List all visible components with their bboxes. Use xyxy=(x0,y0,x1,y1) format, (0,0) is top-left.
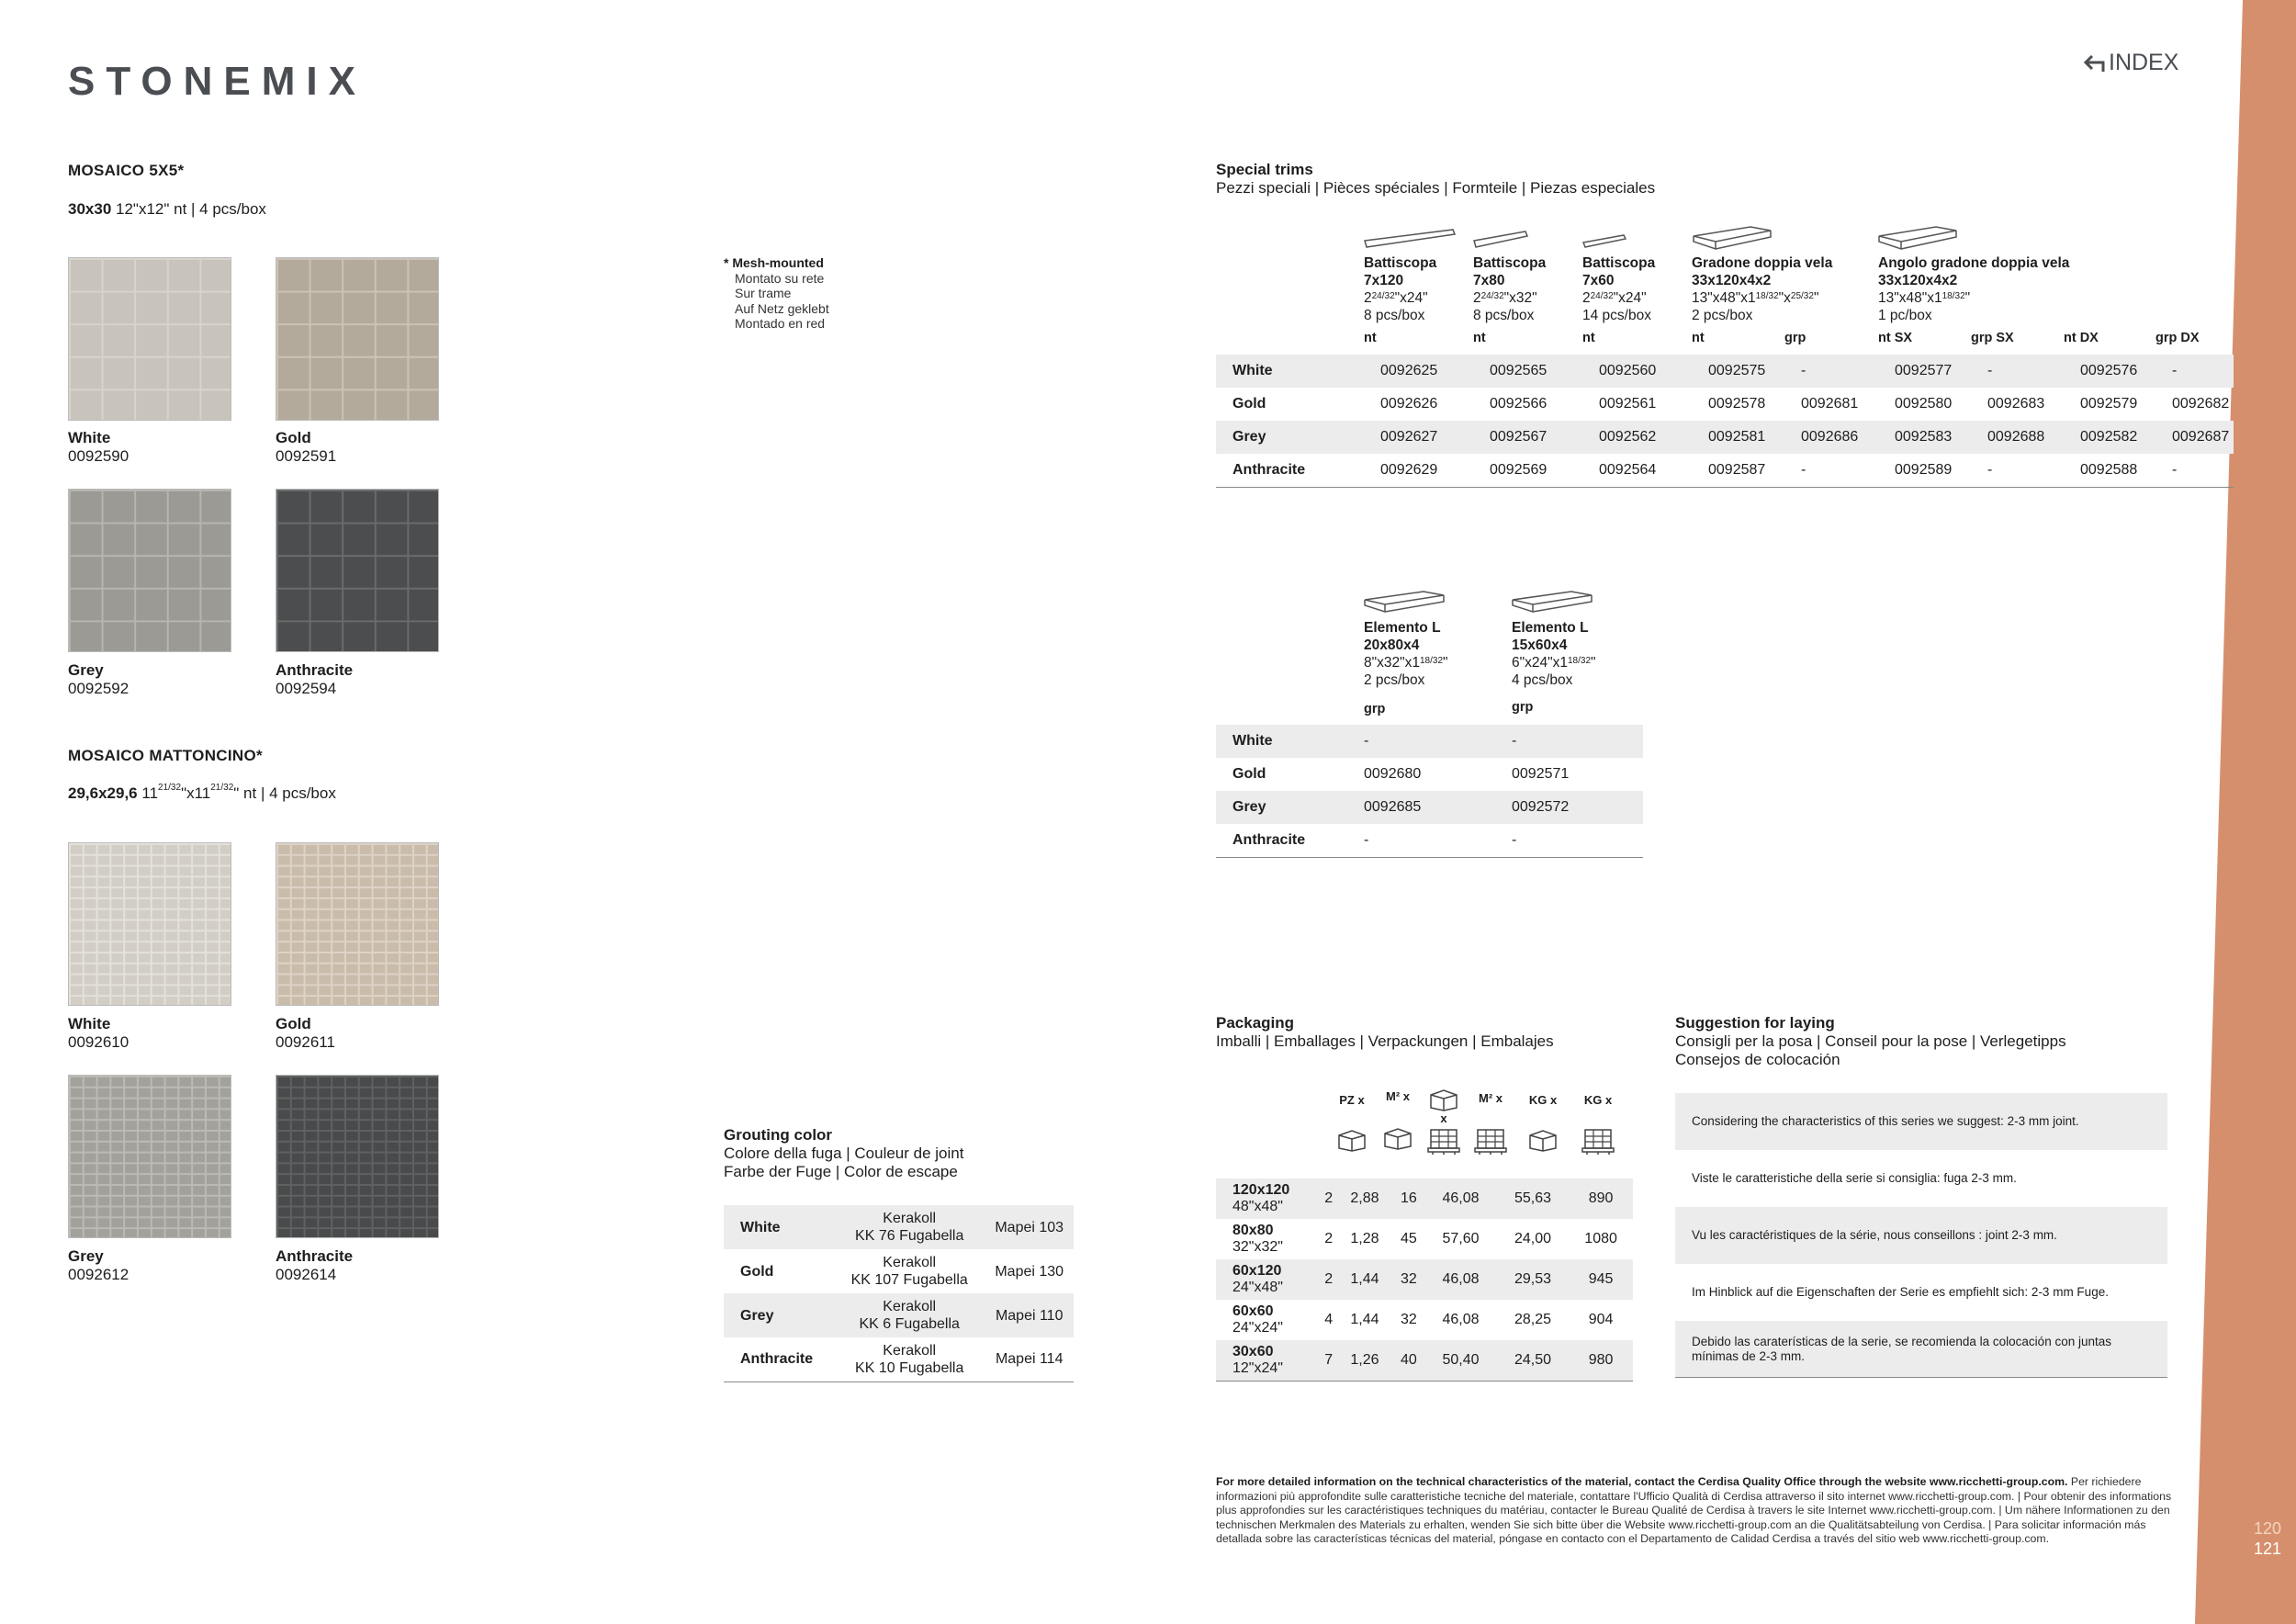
mattoncino-spec: 29,6x29,6 $11^{21/32}"x11^{21/32}$" nt | 4 pcs/box xyxy=(68,783,336,802)
trims-col-header: nt SX xyxy=(1878,331,1913,345)
tile-mattoncino-gold-label: Gold 0092611 xyxy=(276,1015,335,1051)
suggestion-item: Debido las caraterísticas de la serie, se recomienda la colocación con juntas mínimas de 2-3 mm. xyxy=(1675,1321,2167,1378)
tile-mosaico-gold-label: Gold 0092591 xyxy=(276,429,337,465)
product-battiscopa-60: Battiscopa 7x60 $2^{24/32}"x24$" 14 pcs/box xyxy=(1582,255,1656,323)
battiscopa-60-drawing xyxy=(1581,231,1629,252)
tile-mosaico-white-label: White 0092590 xyxy=(68,429,129,465)
table-row: Grey 0092685 0092572 xyxy=(1216,791,1643,824)
mosaico5x5-title: MOSAICO 5X5* xyxy=(68,162,185,179)
suggestion-title: Suggestion for laying Consigli per la posa | Conseil pour la pose | Verlegetipps Consejos de colocación xyxy=(1675,1014,2066,1068)
trims-col-header: nt xyxy=(1692,331,1705,345)
mesh-note-head: * Mesh-mounted xyxy=(724,255,824,270)
table-row: Grey Kerakoll KK 6 Fugabella Mapei 110 xyxy=(724,1293,1074,1337)
pallet-icon xyxy=(1425,1126,1462,1156)
pack-header-pz: PZ x xyxy=(1339,1093,1365,1107)
tile-mattoncino-grey xyxy=(68,1075,231,1238)
table-row: 120x120 48"x48" 2 2,88 16 46,08 55,63 890 xyxy=(1216,1179,1633,1219)
table-row: Anthracite Kerakoll KK 10 Fugabella Mapei 114 xyxy=(724,1337,1074,1382)
suggestion-item: Considering the characteristics of this series we suggest: 2-3 mm joint. xyxy=(1675,1093,2167,1150)
elemento-l-20-drawing xyxy=(1363,589,1447,616)
trims-col-header: nt xyxy=(1473,331,1486,345)
gradone-drawing xyxy=(1692,223,1774,254)
table-row: 80x80 32"x32" 2 1,28 45 57,60 24,00 1080 xyxy=(1232,1223,1617,1255)
battiscopa-120-drawing xyxy=(1363,225,1458,253)
box-icon xyxy=(1381,1126,1414,1150)
tile-mosaico-grey-label: Grey 0092592 xyxy=(68,661,129,697)
box-icon xyxy=(1335,1128,1368,1152)
tile-mattoncino-grey-label: Grey 0092612 xyxy=(68,1247,129,1283)
elemento-col-header: grp xyxy=(1364,702,1386,716)
trims-col-header: nt DX xyxy=(2064,331,2099,345)
elemento-table xyxy=(1216,725,1643,858)
table-row: 60x60 24"x24" 4 1,44 32 46,08 28,25 904 xyxy=(1232,1303,1614,1336)
product-battiscopa-80: Battiscopa 7x80 $2^{24/32}"x32$" 8 pcs/box xyxy=(1473,255,1547,323)
tile-mosaico-grey xyxy=(68,489,231,652)
page-number-right: 121 xyxy=(2253,1539,2281,1558)
mattoncino-title: MOSAICO MATTONCINO* xyxy=(68,747,263,764)
trims-col-header: grp xyxy=(1784,331,1806,345)
product-elemento-l-20: Elemento L 20x80x4 $8"x32"x1^{18/32}$" 2 pcs/box xyxy=(1364,620,1448,688)
packaging-title: Packaging Imballi | Emballages | Verpackungen | Embalajes xyxy=(1216,1014,1554,1050)
product-angolo-gradone: Angolo gradone doppia vela 33x120x4x2 $13"x48"x1^{18/32}$" 1 pc/box xyxy=(1878,255,2070,323)
trims-col-header: grp DX xyxy=(2155,331,2200,345)
return-arrow-icon xyxy=(2083,53,2107,73)
angolo-gradone-drawing xyxy=(1877,223,1960,254)
tile-mattoncino-anthracite xyxy=(276,1075,439,1238)
trims-col-header: nt xyxy=(1364,331,1377,345)
product-gradone: Gradone doppia vela 33x120x4x2 $13"x48"x1^{18/32}"x^{25/32}$" 2 pcs/box xyxy=(1692,255,1833,323)
table-row: Anthracite 0092629 0092569 0092564 0092587 - 0092589 - 0092588 - xyxy=(1216,454,2234,487)
table-row: 30x60 12"x24" 7 1,26 40 50,40 24,50 980 xyxy=(1216,1340,1633,1381)
tile-mattoncino-anthracite-label: Anthracite 0092614 xyxy=(276,1247,354,1283)
mosaico5x5-spec: 30x30 12"x12" nt | 4 pcs/box xyxy=(68,200,266,218)
trims-col-header: grp SX xyxy=(1971,331,2014,345)
pallet-icon xyxy=(1472,1126,1509,1156)
mesh-note-line: Montado en red xyxy=(735,316,826,331)
mesh-note-line: Sur trame xyxy=(735,286,792,300)
grouting-table xyxy=(724,1205,1074,1382)
tile-mattoncino-gold xyxy=(276,842,439,1006)
special-trims-title: Special trims Pezzi speciali | Pièces spéciales | Formteile | Piezas especiales xyxy=(1216,161,1656,197)
orange-side-stripe xyxy=(2195,0,2296,1624)
suggestion-item: Vu les caractéristiques de la série, nous conseillons : joint 2-3 mm. xyxy=(1675,1207,2167,1264)
product-elemento-l-15: Elemento L 15x60x4 $6"x24"x1^{18/32}$" 4 pcs/box xyxy=(1512,620,1596,688)
product-battiscopa-120: Battiscopa 7x120 $2^{24/32}"x24$" 8 pcs/box xyxy=(1364,255,1437,323)
special-trims-table xyxy=(1216,355,2234,488)
trims-col-header: nt xyxy=(1582,331,1595,345)
pack-header-m2: M² x xyxy=(1386,1089,1410,1103)
box-icon xyxy=(1427,1088,1460,1111)
pack-header-x: x xyxy=(1440,1111,1447,1125)
grouting-title: Grouting color Colore della fuga | Couleur de joint Farbe der Fuge | Color de escape xyxy=(724,1126,964,1180)
mesh-note-line: Auf Netz geklebt xyxy=(735,300,829,316)
index-link[interactable] xyxy=(2083,50,2178,76)
tile-mattoncino-white-label: White 0092610 xyxy=(68,1015,129,1051)
tile-mattoncino-white xyxy=(68,842,231,1006)
elemento-l-15-drawing xyxy=(1511,589,1595,616)
packaging-table xyxy=(1216,1179,1633,1382)
elemento-col-header: grp xyxy=(1512,700,1534,715)
table-row: Anthracite - - xyxy=(1216,824,1643,857)
index-label: INDEX xyxy=(2109,50,2179,75)
brand-title: STONEMIX xyxy=(68,59,367,104)
tile-mosaico-gold xyxy=(276,257,439,421)
tile-mosaico-anthracite xyxy=(276,489,439,652)
table-row: White Kerakoll KK 76 Fugabella Mapei 103 xyxy=(724,1205,1074,1249)
suggestion-item: Im Hinblick auf die Eigenschaften der Serie es empfiehlt sich: 2-3 mm Fuge. xyxy=(1692,1285,2109,1299)
box-icon xyxy=(1526,1128,1559,1152)
table-row: Gold 0092626 0092566 0092561 0092578 0092681 0092580 0092683 0092579 0092682 xyxy=(1232,396,2230,412)
tile-mosaico-white xyxy=(68,257,231,421)
table-row: White - - xyxy=(1216,725,1643,758)
footer-note: For more detailed information on the technical characteristics of the material, contact the Cerdisa Quality Office through the website www.ricchetti-group.com. Per richiedere informazioni più approfondite sulle caratteristiche tecniche del materiale, contattare l'Ufficio Qualità di Cerdisa attraverso il sito internet www.ricchetti-group.com. | Pour obtenir des informations plus approfondies sur les caractéristiques techniques du matériau, contacter le Bureau Qualité de Cerdisa à travers le site Internet www.ricchetti-group.com. | Um nähere Informationen zu den technischen Merkmalen des Materials zu erhalten, wenden Sie sich bitte über die Website www.ricchetti-group.com an die Qualitätsabteilung von Cerdisa. | Para solicitar información más detallada sobre las características técnicas del material, póngase en contacto con el Departamento de Calidad Cerdisa a través del sitio web www.ricchetti-group.com. xyxy=(1216,1475,2172,1545)
mesh-note xyxy=(724,255,829,332)
table-row: White 0092625 0092565 0092560 0092575 - 0092577 - 0092576 - xyxy=(1216,355,2234,388)
tile-mosaico-anthracite-label: Anthracite 0092594 xyxy=(276,661,354,697)
pallet-icon xyxy=(1580,1126,1616,1156)
pack-header-m2-pallet: M² x xyxy=(1479,1091,1503,1105)
mesh-note-line: Montato su rete xyxy=(735,270,825,286)
table-row: 60x120 24"x48" 2 1,44 32 46,08 29,53 945 xyxy=(1216,1259,1633,1300)
table-row: Gold 0092680 0092571 xyxy=(1232,766,1570,782)
pack-header-kg: KG x xyxy=(1528,1093,1558,1107)
suggestion-item: Viste le caratteristiche della serie si consiglia: fuga 2-3 mm. xyxy=(1692,1171,2017,1185)
pack-header-kg-pallet: KG x xyxy=(1583,1093,1613,1107)
table-row: Grey 0092627 0092567 0092562 0092581 0092686 0092583 0092688 0092582 0092687 xyxy=(1216,421,2234,454)
battiscopa-80-drawing xyxy=(1472,228,1531,252)
page-number-left: 120 xyxy=(2253,1519,2281,1538)
table-row: Gold Kerakoll KK 107 Fugabella Mapei 130 xyxy=(740,1255,1064,1288)
